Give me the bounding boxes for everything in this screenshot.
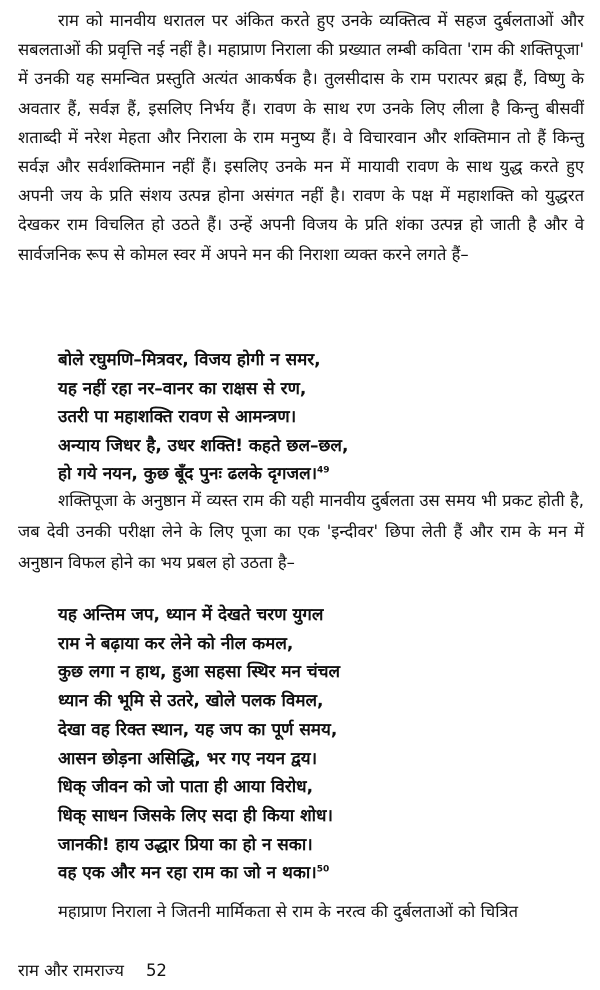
verse-line: राम ने बढ़ाया कर लेने को नील कमल,	[58, 633, 294, 654]
verse-line: उतरी पा महाशक्ति रावण से आमन्त्रण।	[58, 407, 297, 428]
verse-line-last	[58, 859, 558, 888]
verse-line-text: वह एक और मन रहा राम का जो न थका।	[58, 863, 317, 884]
footnote-ref-49[interactable]: 49	[317, 465, 330, 476]
verse-line: अन्याय जिधर है, उधर शक्ति! कहते छल–छल,	[58, 435, 349, 456]
verse-line: कुछ लगा न हाथ, हुआ सहसा स्थिर मन चंचल	[58, 662, 341, 683]
verse-line: आसन छोड़ना असिद्धि, भर गए नयन द्वय।	[58, 748, 318, 769]
page-number: 52	[145, 961, 167, 980]
verse-line: धिक् जीवन को जो पाता ही आया विरोध,	[58, 777, 314, 798]
verse-line: बोले रघुमणि–मित्रवर, विजय होगी न समर,	[58, 350, 321, 370]
paragraph-intro: राम को मानवीय धरातल पर अंकित करते हुए उनके व्यक्तित्व में सहज दुर्बलताओं और सबलताओं की प्रवृत्ति नई नहीं है। महाप्राण निराला की प्रख्यात लम्बी कविता 'राम की शक्तिपूजा' में उनकी यह समन्वित प्रस्तुति अत्यंत आकर्षक है। तुलसीदास के राम परात्पर ब्रह्म हैं, विष्णु के अवतार हैं, सर्वज्ञ हैं, इसलिए निर्भय हैं। रावण के साथ रण उनके लिए लीला है किन्तु बीसवीं शताब्दी में नरेश मेहता और निराला के राम मनुष्य हैं। वे विचारवान और शक्तिमान तो हैं किन्तु सर्वज्ञ और सर्वशक्तिमान नहीं हैं। इसलिए उनके मन में मायावी रावण के साथ युद्ध करते हुए अपनी जय के प्रति संशय उत्पन्न होना असंगत नहीं है। रावण के पक्ष में महाशक्ति को युद्धरत देखकर राम विचलित हो उठते हैं। उन्हें अपनी विजय के प्रति शंका उत्पन्न हो जाती है और वे सार्वजनिक रूप से कोमल स्वर में अपने मन की निराशा व्यक्त करने लगते हैं–	[18, 11, 584, 264]
verse-line: धिक् साधन जिसके लिए सदा ही किया शोध।	[58, 805, 333, 826]
verse-block-1	[58, 346, 558, 489]
verse-line: जानकी! हाय उद्धार प्रिया का हो न सका।	[58, 834, 313, 855]
paragraph-shaktipuja: शक्तिपूजा के अनुष्ठान में व्यस्त राम की यही मानवीय दुर्बलता उस समय भी प्रकट होती है, जब देवी उनकी परीक्षा लेने के लिए पूजा का एक 'इन्दीवर' छिपा लेती हैं और राम के मन में अनुष्ठान विफल होने का भय प्रबल हो उठता है–	[18, 491, 584, 572]
verse-line: यह अन्तिम जप, ध्यान में देखते चरण युगल	[58, 605, 324, 625]
verse-line: ध्यान की भूमि से उतरे, खोले पलक विमल,	[58, 691, 324, 712]
paragraph-closing: महाप्राण निराला ने जितनी मार्मिकता से राम के नरत्व की दुर्बलताओं को चित्रित	[58, 902, 518, 921]
page-footer	[18, 958, 167, 981]
footnote-ref-50[interactable]: 50	[316, 864, 330, 875]
verse-line: यह नहीं रहा नर–वानर का राक्षस से रण,	[58, 378, 307, 399]
verse-line-text: हो गये नयन, कुछ बूँद पुनः ढलके दृगजल।	[58, 464, 318, 485]
book-title: राम और रामराज्य	[18, 961, 124, 980]
verse-line: देखा वह रिक्त स्थान, यह जप का पूर्ण समय,	[58, 719, 338, 740]
verse-block-2	[58, 601, 558, 888]
